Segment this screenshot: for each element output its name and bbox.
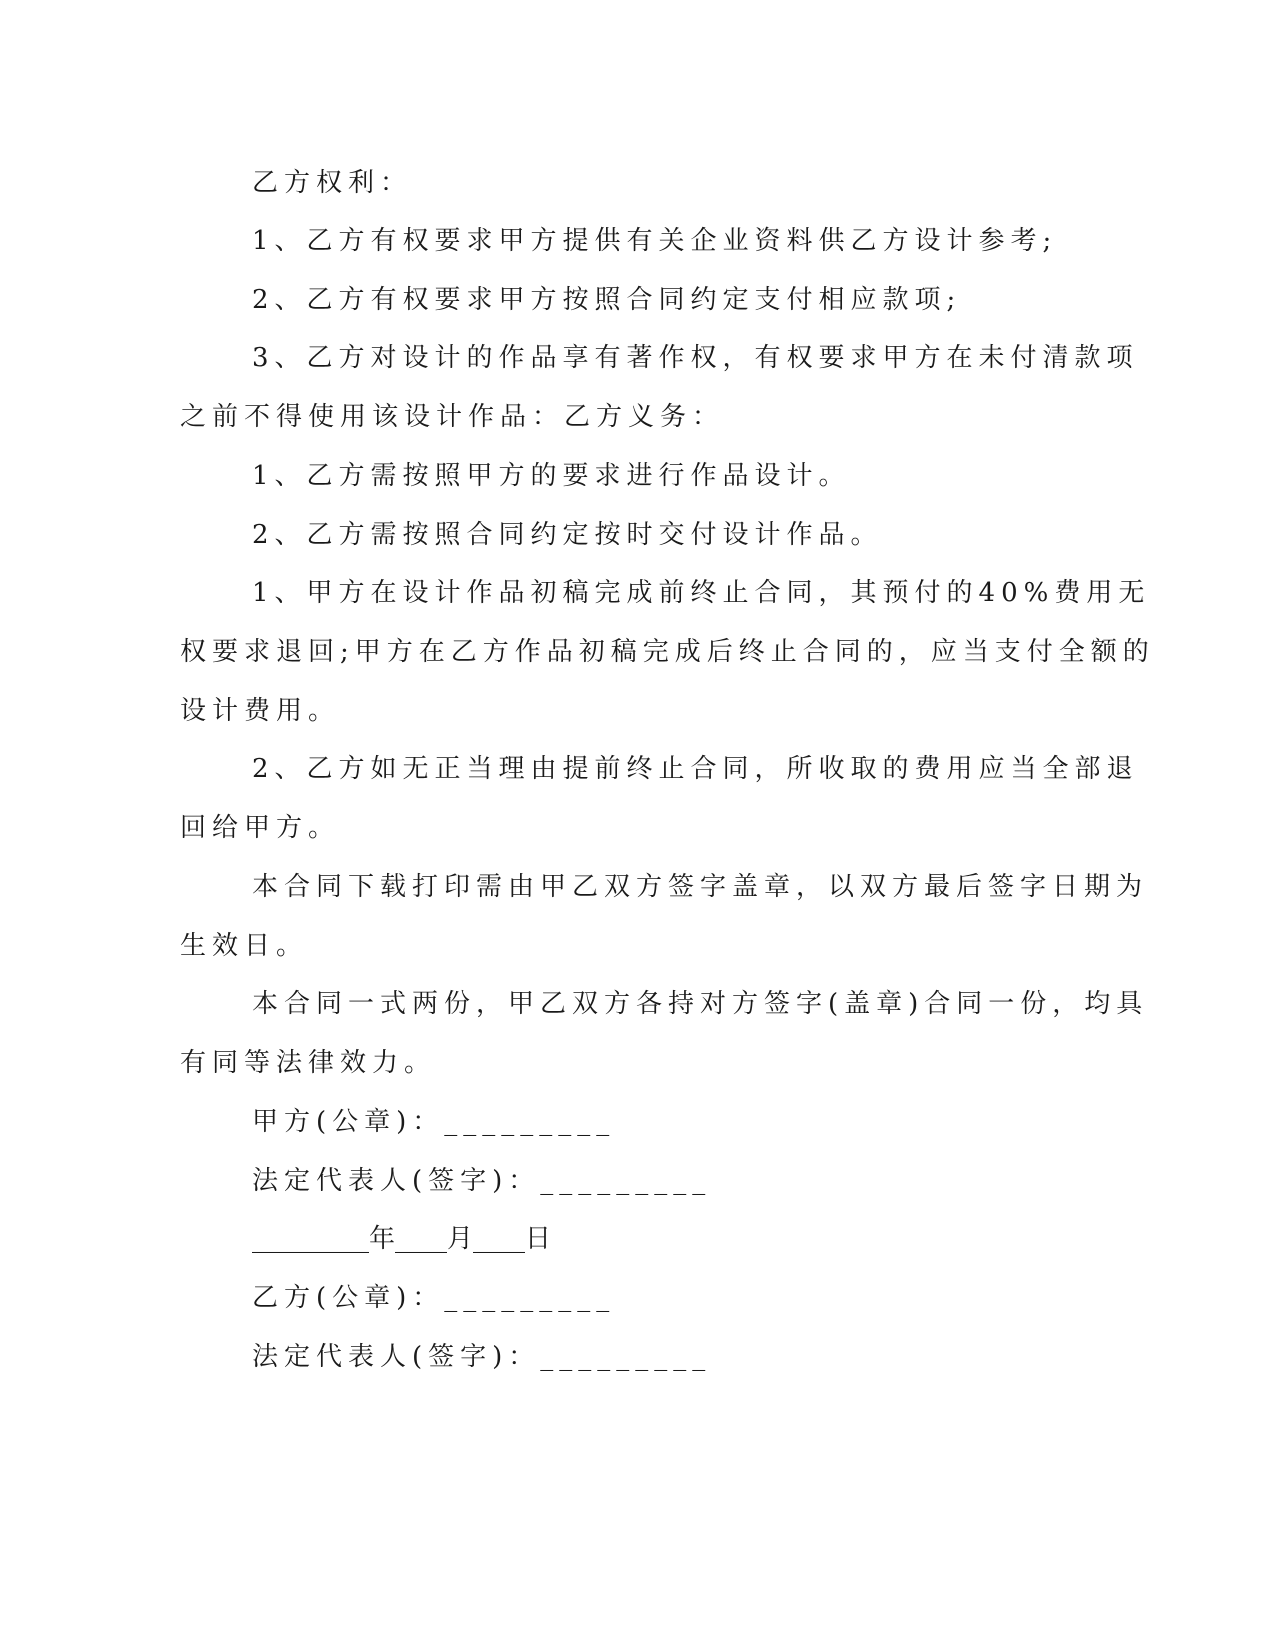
- clause-termination-1-line-2: 权要求退回;甲方在乙方作品初稿完成后终止合同的，应当支付全额的: [180, 637, 1155, 667]
- signature-date: _________年____月____日: [252, 1224, 552, 1254]
- clause-b-right-1: 1、乙方有权要求甲方提供有关企业资料供乙方设计参考;: [252, 226, 1058, 256]
- clause-b-right-3-line-1: 3、乙方对设计的作品享有著作权，有权要求甲方在未付清款项: [252, 343, 1139, 373]
- clause-effective-line-1: 本合同下载打印需由甲乙双方签字盖章，以双方最后签字日期为: [252, 872, 1149, 902]
- clause-b-duty-1: 1、乙方需按照甲方的要求进行作品设计。: [252, 461, 851, 491]
- clause-termination-2-line-2: 回给甲方。: [180, 813, 341, 843]
- section-heading-party-b-rights: 乙方权利：: [252, 168, 413, 198]
- clause-b-duty-2: 2、乙方需按照合同约定按时交付设计作品。: [252, 520, 883, 550]
- signature-party-b-seal: 乙方(公章)：_________: [252, 1283, 616, 1313]
- clause-effective-line-2: 生效日。: [180, 931, 309, 961]
- clause-termination-2-line-1: 2、乙方如无正当理由提前终止合同，所收取的费用应当全部退: [252, 754, 1139, 784]
- clause-copies-line-1: 本合同一式两份，甲乙双方各持对方签字(盖章)合同一份，均具: [252, 989, 1149, 1019]
- clause-copies-line-2: 有同等法律效力。: [180, 1048, 437, 1078]
- clause-termination-1-line-1: 1、甲方在设计作品初稿完成前终止合同，其预付的40%费用无: [252, 578, 1151, 608]
- clause-b-right-2: 2、乙方有权要求甲方按照合同约定支付相应款项;: [252, 285, 962, 315]
- clause-b-right-3-line-2: 之前不得使用该设计作品：乙方义务：: [180, 402, 725, 432]
- clause-termination-1-line-3: 设计费用。: [180, 696, 341, 726]
- signature-party-a-representative: 法定代表人(签字)：_________: [252, 1166, 712, 1196]
- signature-party-a-seal: 甲方(公章)：_________: [252, 1107, 616, 1137]
- signature-party-b-representative: 法定代表人(签字)：_________: [252, 1342, 712, 1372]
